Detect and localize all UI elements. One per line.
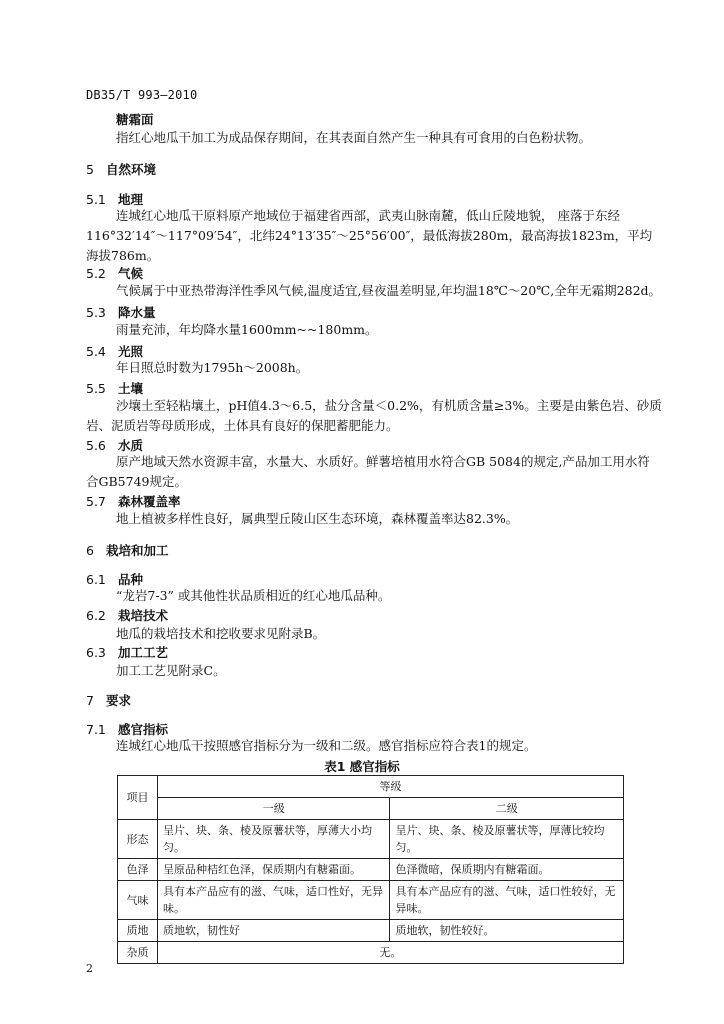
row-level1-cell: 呈原品种桔红色泽，保质期内有糖霜面。 bbox=[157, 859, 390, 881]
table-caption: 表1 感官指标 bbox=[324, 759, 400, 774]
row-level2-cell: 色泽微暗，保质期内有糖霜面。 bbox=[390, 859, 624, 881]
section-title: 加工工艺 bbox=[118, 645, 169, 660]
table-row bbox=[118, 859, 624, 881]
row-merged-cell: 无。 bbox=[157, 942, 623, 964]
table-row bbox=[118, 920, 624, 942]
row-item-cell: 杂质 bbox=[118, 942, 158, 964]
section-text-5-5: 沙壤土至轻粘壤土，pH值4.3～6.5，盐分含量＜0.2%，有机质含量≥3%。主要是由紫色岩、砂质岩、泥质岩等母质形成，土体具有良好的保肥蓄肥能力。 bbox=[86, 398, 662, 433]
section-text-7-1: 连城红心地瓜干按照感官指标分为一级和二级。感官指标应符合表1的规定。 bbox=[116, 738, 537, 753]
section-text-6-1: “龙岩7-3” 或其他性状品质相近的红心地瓜品种。 bbox=[116, 588, 391, 603]
row-level2-cell: 具有本产品应有的滋、气味，适口性较好，无异味。 bbox=[390, 881, 624, 920]
section-title: 感官指标 bbox=[118, 722, 169, 737]
section-heading-6 bbox=[86, 541, 169, 559]
section-number: 5.6 bbox=[86, 438, 106, 453]
header-level2-cell: 二级 bbox=[390, 798, 624, 820]
row-level1-cell: 呈片、块、条、棱及原薯状等，厚薄大小均匀。 bbox=[157, 820, 390, 859]
section-text-5-1: 连城红心地瓜干原料原产地域位于福建省西部，武夷山脉南麓，低山丘陵地貌， 座落于东经116°32′14″～117°09′54″，北纬24°13′35″～25°56′00″，最低海拔280m，最高海拔1823m，平均海拔786m。 bbox=[86, 208, 653, 263]
section-text-5-2: 气候属于中亚热带海洋性季风气候,温度适宜,昼夜温差明显,年均温18℃～20℃,全年无霜期282d。 bbox=[116, 283, 662, 298]
section-number: 5.2 bbox=[86, 266, 106, 281]
row-item-cell: 形态 bbox=[118, 820, 158, 859]
section-number: 7.1 bbox=[86, 722, 106, 737]
header-level1-cell: 一级 bbox=[157, 798, 390, 820]
table-row bbox=[118, 881, 624, 920]
header-item-cell: 项目 bbox=[118, 776, 158, 820]
section-title: 森林覆盖率 bbox=[118, 494, 181, 509]
section-title: 栽培和加工 bbox=[106, 543, 169, 558]
section-title: 自然环境 bbox=[106, 162, 157, 177]
section-text-6-3: 加工工艺见附录C。 bbox=[116, 663, 226, 678]
section-heading-5-5 bbox=[86, 379, 143, 397]
section-number: 6.2 bbox=[86, 608, 106, 623]
table-row bbox=[118, 820, 624, 859]
section-number: 5 bbox=[86, 162, 94, 177]
term-definition: 指红心地瓜干加工为成品保存期间，在其表面自然产生一种具有可食用的白色粉状物。 bbox=[116, 130, 592, 145]
section-text-5-4: 年日照总时数为1795h～2008h。 bbox=[116, 360, 309, 375]
table-header-row bbox=[118, 776, 624, 798]
section-title: 降水量 bbox=[118, 305, 156, 320]
section-heading-5 bbox=[86, 160, 156, 178]
section-title: 地理 bbox=[118, 192, 144, 207]
standard-code: DB35/T 993—2010 bbox=[86, 88, 198, 102]
section-heading-7 bbox=[86, 691, 131, 709]
section-heading-5-3 bbox=[86, 303, 156, 321]
section-heading-5-7 bbox=[86, 492, 181, 510]
section-number: 6.1 bbox=[86, 572, 106, 587]
section-title: 栽培技术 bbox=[118, 608, 169, 623]
row-level1-cell: 质地软，韧性好 bbox=[157, 920, 390, 942]
row-item-cell: 气味 bbox=[118, 881, 158, 920]
section-heading-6-3 bbox=[86, 643, 168, 661]
row-level2-cell: 质地软，韧性较好。 bbox=[390, 920, 624, 942]
section-text-6-2: 地瓜的栽培技术和挖收要求见附录B。 bbox=[116, 626, 326, 641]
term-title: 糖霜面 bbox=[116, 112, 154, 127]
section-text-5-7: 地上植被多样性良好，属典型丘陵山区生态环境，森林覆盖率达82.3%。 bbox=[116, 511, 519, 526]
page-number: 2 bbox=[86, 962, 93, 975]
section-number: 5.7 bbox=[86, 494, 106, 509]
section-title: 光照 bbox=[118, 344, 144, 359]
section-heading-5-2 bbox=[86, 264, 143, 282]
section-number: 5.4 bbox=[86, 344, 106, 359]
section-title: 要求 bbox=[106, 693, 132, 708]
section-title: 气候 bbox=[118, 266, 144, 281]
row-level2-cell: 呈片、块、条、棱及原薯状等，厚薄比较均匀。 bbox=[390, 820, 624, 859]
section-number: 6.3 bbox=[86, 645, 106, 660]
row-item-cell: 色泽 bbox=[118, 859, 158, 881]
section-title: 水质 bbox=[118, 438, 144, 453]
section-title: 品种 bbox=[118, 572, 144, 587]
section-title: 土壤 bbox=[118, 381, 144, 396]
sensory-index-table bbox=[117, 775, 624, 964]
section-number: 5.3 bbox=[86, 305, 106, 320]
table-header-row bbox=[118, 798, 624, 820]
section-heading-6-2 bbox=[86, 606, 168, 624]
section-text-5-6: 原产地域天然水资源丰富，水量大、水质好。鲜薯培植用水符合GB 5084的规定,产品加工用水符合GB5749规定。 bbox=[86, 454, 650, 489]
header-grade-cell: 等级 bbox=[157, 776, 623, 798]
row-item-cell: 质地 bbox=[118, 920, 158, 942]
section-number: 7 bbox=[86, 693, 94, 708]
section-text-5-3: 雨量充沛，年均降水量1600mm~~180mm。 bbox=[116, 322, 378, 337]
section-number: 5.1 bbox=[86, 192, 106, 207]
row-level1-cell: 具有本产品应有的滋、气味，适口性好，无异味。 bbox=[157, 881, 390, 920]
section-number: 5.5 bbox=[86, 381, 106, 396]
section-number: 6 bbox=[86, 543, 94, 558]
table-row bbox=[118, 942, 624, 964]
